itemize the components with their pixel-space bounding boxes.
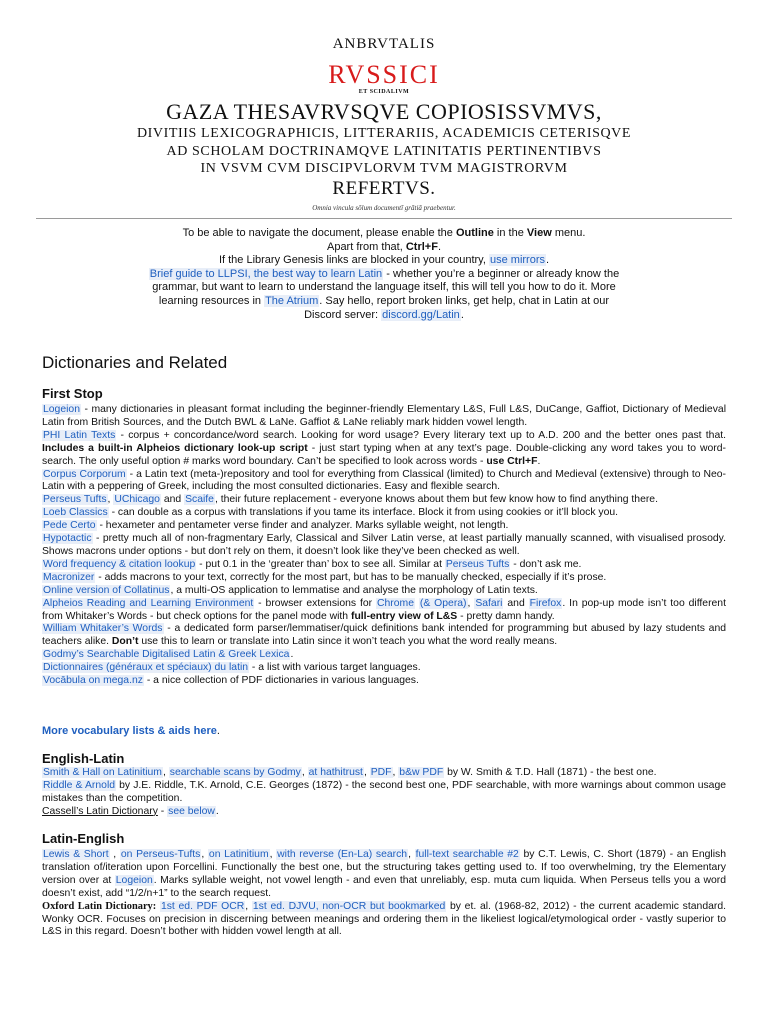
entry-text: ,: [269, 849, 277, 860]
old-djvu-link[interactable]: 1st ed. DJVU, non-OCR but bookmarked: [252, 900, 446, 912]
intro-text: If the Library Genesis links are blocked in your country,: [218, 254, 489, 267]
dictionnaires-link[interactable]: Dictionnaires (généraux et spéciaux) du latin: [43, 662, 249, 674]
latin-english-list: [42, 849, 726, 939]
list-item: [42, 494, 726, 507]
title-line-5: DIVITIIS LEXICOGRAPHICIS, LITTERARIIS, ACADEMICIS CETERISQVE: [136, 126, 632, 141]
title-line-1: ANBRVTALIS: [332, 36, 436, 52]
godmy-lexica-link[interactable]: Godmy’s Searchable Digitalised Latin & Greek Lexica: [43, 649, 290, 661]
atrium-link[interactable]: The Atrium: [265, 294, 319, 307]
latin-english-heading: Latin-English: [42, 831, 125, 846]
old-label: Oxford Latin Dictionary:: [42, 900, 157, 912]
logeion-link-2[interactable]: Logeion: [115, 874, 153, 886]
entry-text: .: [216, 725, 220, 737]
entry-text: - pretty damn handy.: [457, 610, 555, 622]
entry-text: - adds macrons to your text, correctly for the most part, but has to be manually checked, especially if it’s prose.: [95, 571, 607, 583]
entry-text: ,: [107, 494, 114, 506]
intro-text: .: [437, 240, 442, 253]
entry-text: - hexameter and pentameter verse finder and analyzer. Marks syllable weight, not length.: [96, 520, 509, 532]
list-item: [42, 507, 726, 520]
smith-bw-pdf-link[interactable]: b&w PDF: [399, 767, 444, 778]
corpus-corporum-link[interactable]: Corpus Corporum: [43, 468, 126, 480]
uchicago-link[interactable]: UChicago: [114, 494, 160, 506]
intro-text: - whether you’re a beginner or already know the: [383, 267, 620, 280]
entry-text: - a nice collection of PDF dictionaries in various languages.: [143, 675, 419, 687]
entry-text: - corpus + concordance/word search. Looking for word usage? Every literary text up to A.D. 200 and the better ones past that.: [116, 429, 726, 441]
entry-text: ,: [301, 767, 308, 778]
phi-link[interactable]: PHI Latin Texts: [43, 429, 116, 441]
intro-bold-view: View: [526, 227, 552, 239]
cassell-label: Cassell’s Latin Dictionary: [42, 805, 158, 817]
entry-text: .: [215, 805, 219, 817]
title-disclaimer: Omnia vincula sōlum documentī grātiā praebentur.: [312, 204, 456, 212]
first-stop-heading: First Stop: [42, 386, 103, 401]
entry-text: - a dedicated form parser/lemmatiser/quick definitions bank intended for programming but abused by lazy students and teachers alike.: [42, 623, 726, 648]
ls-latinitium-link[interactable]: on Latinitium: [208, 849, 269, 860]
intro-bold-ctrlf: Ctrl+F: [405, 240, 438, 253]
discord-link[interactable]: discord.gg/Latin: [382, 308, 460, 321]
entry-text: by C.T. Lewis, C. Short (1879) - an English translation of/iteration upon Forcellini. Functionally the best one, but the structuring takes getting used to. If too overwhelming, try the Elementary version over at: [42, 849, 727, 886]
list-item: [42, 585, 726, 598]
list-item: [42, 520, 726, 533]
entry-text: ,: [392, 767, 399, 778]
perseus-tufts-link[interactable]: Perseus Tufts: [43, 494, 107, 506]
intro-block: [40, 227, 728, 322]
ls-reverse-search-link[interactable]: with reverse (En-La) search: [277, 849, 408, 860]
entry-text: - many dictionaries in pleasant format including the beginner-friendly Elementary L&S, Full L&S, DuCange, Gaffiot, Dictionary of Medieval Latin from British Sources, and the Dutch BWL & LaNe. Gaffiot & LaNe reliably mark hidden vowel length.: [42, 404, 726, 428]
entry-text: -: [157, 805, 168, 817]
ls-perseus-link[interactable]: on Perseus-Tufts: [120, 849, 201, 860]
perseus-tufts-link-2[interactable]: Perseus Tufts: [445, 558, 510, 570]
word-frequency-link[interactable]: Word frequency & citation lookup: [43, 558, 196, 570]
intro-text: .: [460, 308, 464, 321]
firefox-link[interactable]: Firefox: [529, 597, 562, 609]
entry-text: - a list with various target languages.: [249, 662, 421, 674]
entry-text: , their future replacement - everyone knows about them but few know how to find anything there.: [214, 494, 658, 506]
vocabula-link[interactable]: Vocābula on mega.nz: [43, 675, 143, 687]
entry-text: and: [503, 597, 529, 609]
smith-hall-latinitium-link[interactable]: Smith & Hall on Latinitium: [43, 767, 162, 778]
use-mirrors-link[interactable]: use mirrors: [489, 254, 545, 267]
list-item: [42, 849, 726, 901]
entry-text: - don’t ask me.: [510, 558, 582, 570]
list-item: [42, 675, 726, 688]
list-item: [42, 533, 726, 559]
list-item: [42, 767, 726, 780]
entry-text: - can double as a corpus with translations if you tame its interface. Block it from using cookies or it’ll block you.: [108, 507, 619, 519]
old-pdf-link[interactable]: 1st ed. PDF OCR: [160, 900, 245, 912]
list-item: [42, 806, 726, 819]
alpheios-link[interactable]: Alpheios Reading and Learning Environment: [43, 597, 254, 609]
english-latin-list: [42, 767, 726, 819]
more-vocab-link[interactable]: More vocabulary lists & aids here: [42, 725, 217, 737]
intro-text: in the: [493, 227, 527, 239]
safari-link[interactable]: Safari: [475, 597, 503, 609]
list-item: [42, 559, 726, 572]
see-below-link[interactable]: see below: [168, 805, 215, 817]
loeb-link[interactable]: Loeb Classics: [43, 507, 108, 519]
smith-pdf-link[interactable]: PDF: [370, 767, 392, 778]
riddle-arnold-link[interactable]: Riddle & Arnold: [43, 779, 116, 791]
list-item: [42, 901, 726, 940]
hathitrust-link[interactable]: at hathitrust: [308, 767, 363, 778]
entry-text: - put 0.1 in the ‘greater than’ box to see all. Similar at: [196, 558, 445, 570]
entry-text: use this to learn or translate into Latin since it won’t teach you what the word really means.: [138, 636, 558, 648]
list-item: [42, 404, 726, 430]
entry-text: - pretty much all of non-fragmentary Early, Classical and Silver Latin verse, at least partially manually scanned, with visualised prosody. Shows macrons under options - but don’t rely on them, it doesn’t look like they’ve been checked as well.: [42, 533, 726, 557]
entry-text: and: [160, 494, 185, 506]
title-line-3: ET SCIDALIVM: [358, 89, 410, 95]
collatinus-link[interactable]: Online version of Collatinus: [43, 584, 170, 596]
intro-text: learning resources in: [158, 294, 265, 307]
title-line-7: IN VSVM CVM DISCIPVLORVM TVM MAGISTRORVM: [200, 161, 568, 176]
title-line-8: REFERTVS.: [332, 178, 436, 199]
opera-link[interactable]: (& Opera): [419, 597, 467, 609]
entry-text: ,: [245, 900, 252, 912]
entry-text: ,: [408, 849, 415, 860]
list-item: [42, 780, 726, 806]
intro-bold-outline: Outline: [455, 227, 494, 239]
entry-bold: Don’t: [111, 636, 139, 648]
ls-fulltext-link[interactable]: full-text searchable #2: [415, 849, 519, 860]
intro-text: menu.: [551, 227, 586, 239]
first-stop-list: [42, 404, 726, 688]
entry-text: by et. al. (1968-82, 2012) - the current academic standard. Wonky OCR. Focuses on precision in discerning between meanings and ordering them in the likeliest logical/etymological order - vastly superior to L&S in this regard. Doesn’t bother with hidden vowel length at all.: [42, 900, 727, 938]
macronizer-link[interactable]: Macronizer: [43, 571, 95, 583]
entry-text: ,: [162, 767, 169, 778]
pede-certo-link[interactable]: Pede Certo: [43, 520, 96, 532]
list-item: [42, 572, 726, 585]
section-title: Dictionaries and Related: [42, 353, 228, 372]
list-item: [42, 623, 726, 649]
list-item: [42, 469, 726, 495]
logeion-link[interactable]: Logeion: [43, 404, 80, 415]
llpsi-guide-link[interactable]: Brief guide to LLPSI, the best way to learn Latin: [149, 267, 383, 280]
entry-text: ,: [363, 767, 370, 778]
entry-bold: Includes a built-in Alpheios dictionary look-up script: [42, 442, 308, 454]
title-line-2: RVSSICI: [328, 60, 440, 89]
entry-bold: full-entry view of L&S: [350, 610, 458, 622]
list-item: [42, 598, 726, 624]
divider: [36, 218, 732, 219]
chrome-link[interactable]: Chrome: [377, 597, 414, 609]
entry-text: by W. Smith & T.D. Hall (1871) - the best one.: [444, 767, 657, 778]
entry-text: . Marks syllable weight, not vowel length - and even that unreliably, esp. muta cum liquida. When Perseus tells you a word doesn’t exist, add “1/2/n+1” to the search request.: [42, 874, 726, 899]
list-item: [42, 662, 726, 675]
hypotactic-link[interactable]: Hypotactic: [43, 533, 92, 545]
entry-text: . In pop-up mode isn’t too different from Whitaker’s Words - but check options for the panel mode with: [42, 597, 726, 622]
godmy-scans-link[interactable]: searchable scans by Godmy: [169, 767, 301, 778]
entry-text: - browser extensions for: [254, 597, 377, 609]
more-vocab-line: [42, 725, 220, 737]
entry-text: - just start typing when at any text’s page. Double-clicking any word takes you to word-search. The only useful option # marks word boundary. Can’t be specified to look across words -: [42, 442, 727, 467]
title-line-4: GAZA THESAVRVSQVE COPIOSISSVMVS,: [166, 99, 602, 124]
entry-bold: use Ctrl+F: [486, 455, 538, 467]
lewis-short-link[interactable]: Lewis & Short: [43, 849, 109, 860]
intro-text: . Say hello, report broken links, get help, chat in Latin at our: [319, 294, 610, 307]
entry-text: ,: [201, 849, 208, 860]
intro-text: Discord server:: [304, 308, 382, 321]
entry-text: .: [290, 649, 294, 661]
intro-text: grammar, but want to learn to understand the language itself, this will tell you how to do it. More: [152, 281, 616, 294]
entry-text: , a multi-OS application to lemmatise and analyse the morphology of Latin texts.: [170, 584, 538, 596]
scaife-link[interactable]: Scaife: [185, 494, 214, 506]
entry-text: ,: [467, 597, 475, 609]
entry-text: - a Latin text (meta-)repository and tool for everything from Classical (limited) to Church and Medieval (extensive) through to Neo-Latin with a peppering of Greek, including the most consulted dictionaries. Easy and flexible search.: [42, 468, 726, 493]
entry-text: ,: [109, 849, 120, 860]
intro-text: To be able to navigate the document, please enable the: [182, 227, 456, 239]
intro-text: Apart from that,: [326, 240, 406, 253]
entry-text: .: [537, 455, 541, 467]
intro-text: .: [546, 254, 550, 267]
list-item: [42, 649, 726, 662]
entry-text: by J.E. Riddle, T.K. Arnold, C.E. Georges (1872) - the second best one, PDF searchable, with more warnings about common usage mistakes than the competition.: [42, 779, 726, 804]
whitaker-link[interactable]: William Whitaker’s Words: [43, 623, 163, 635]
english-latin-heading: English-Latin: [42, 751, 125, 766]
list-item: [42, 430, 726, 469]
title-line-6: AD SCHOLAM DOCTRINAMQVE LATINITATIS PERTINENTIBVS: [166, 144, 602, 159]
